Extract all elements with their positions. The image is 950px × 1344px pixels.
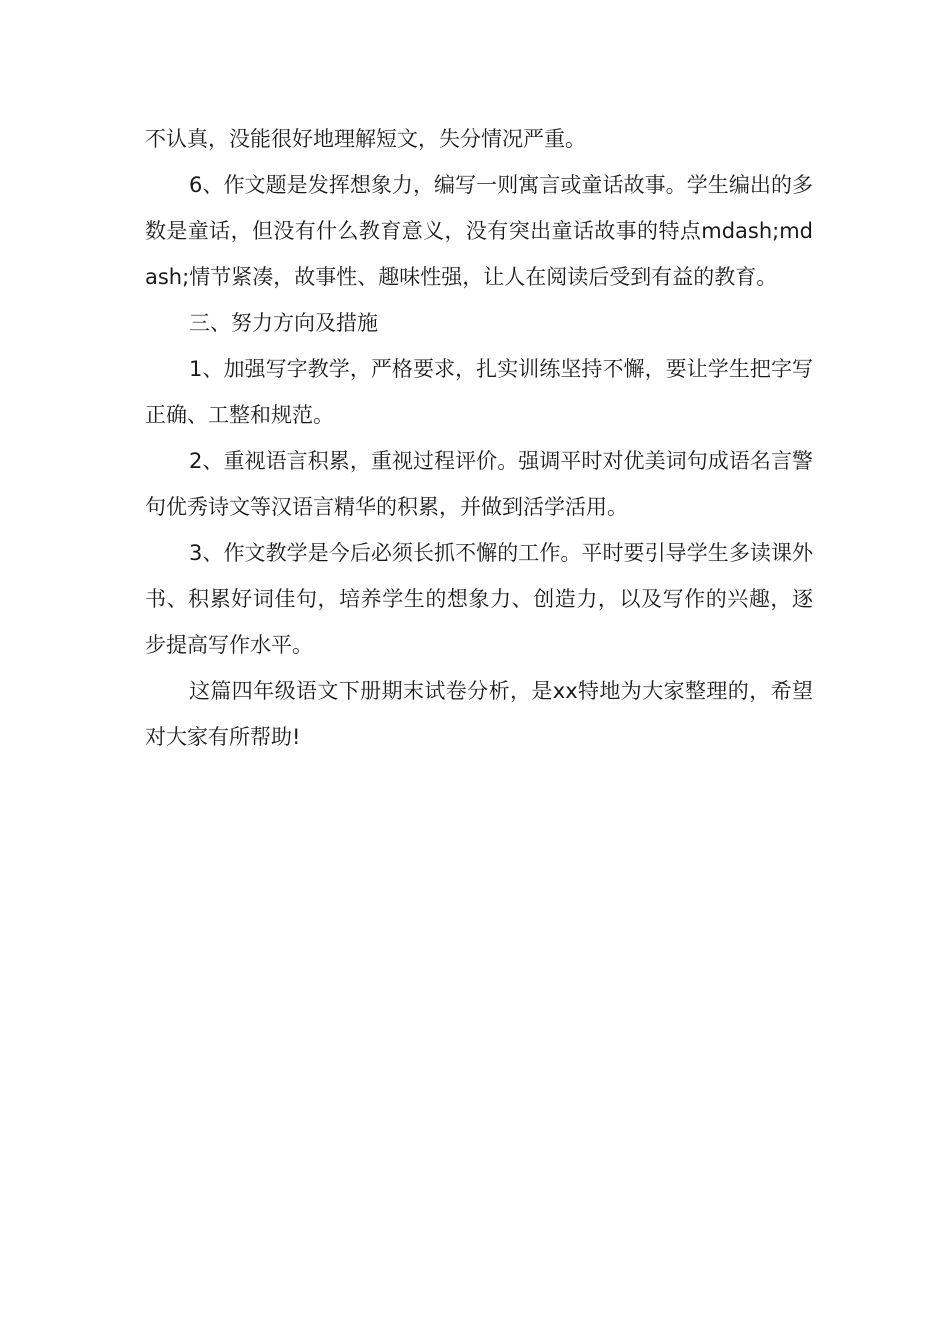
section-heading-improvement-measures: 三、努力方向及措施 — [189, 311, 378, 335]
document-body — [145, 116, 813, 760]
paragraph-measure-3: 3、作文教学是今后必须长抓不懈的工作。平时要引导学生多读课外书、积累好词佳句，培养学生的想象力、创造力，以及写作的兴趣，逐步提高写作水平。 — [145, 541, 813, 657]
paragraph-item-6-composition: 6、作文题是发挥想象力，编写一则寓言或童话故事。学生编出的多数是童话，但没有什么教育意义，没有突出童话故事的特点mdash;mdash;情节紧凑，故事性、趣味性强，让人在阅读后受到有益的教育。 — [145, 173, 813, 289]
paragraph-measure-1: 1、加强写字教学，严格要求，扎实训练坚持不懈，要让学生把字写正确、工整和规范。 — [145, 357, 813, 427]
paragraph-closing: 这篇四年级语文下册期末试卷分析，是xx特地为大家整理的，希望对大家有所帮助! — [145, 679, 813, 749]
paragraph-continuation: 不认真，没能很好地理解短文，失分情况严重。 — [145, 127, 586, 151]
paragraph-measure-2: 2、重视语言积累，重视过程评价。强调平时对优美词句成语名言警句优秀诗文等汉语言精华的积累，并做到活学活用。 — [145, 449, 813, 519]
